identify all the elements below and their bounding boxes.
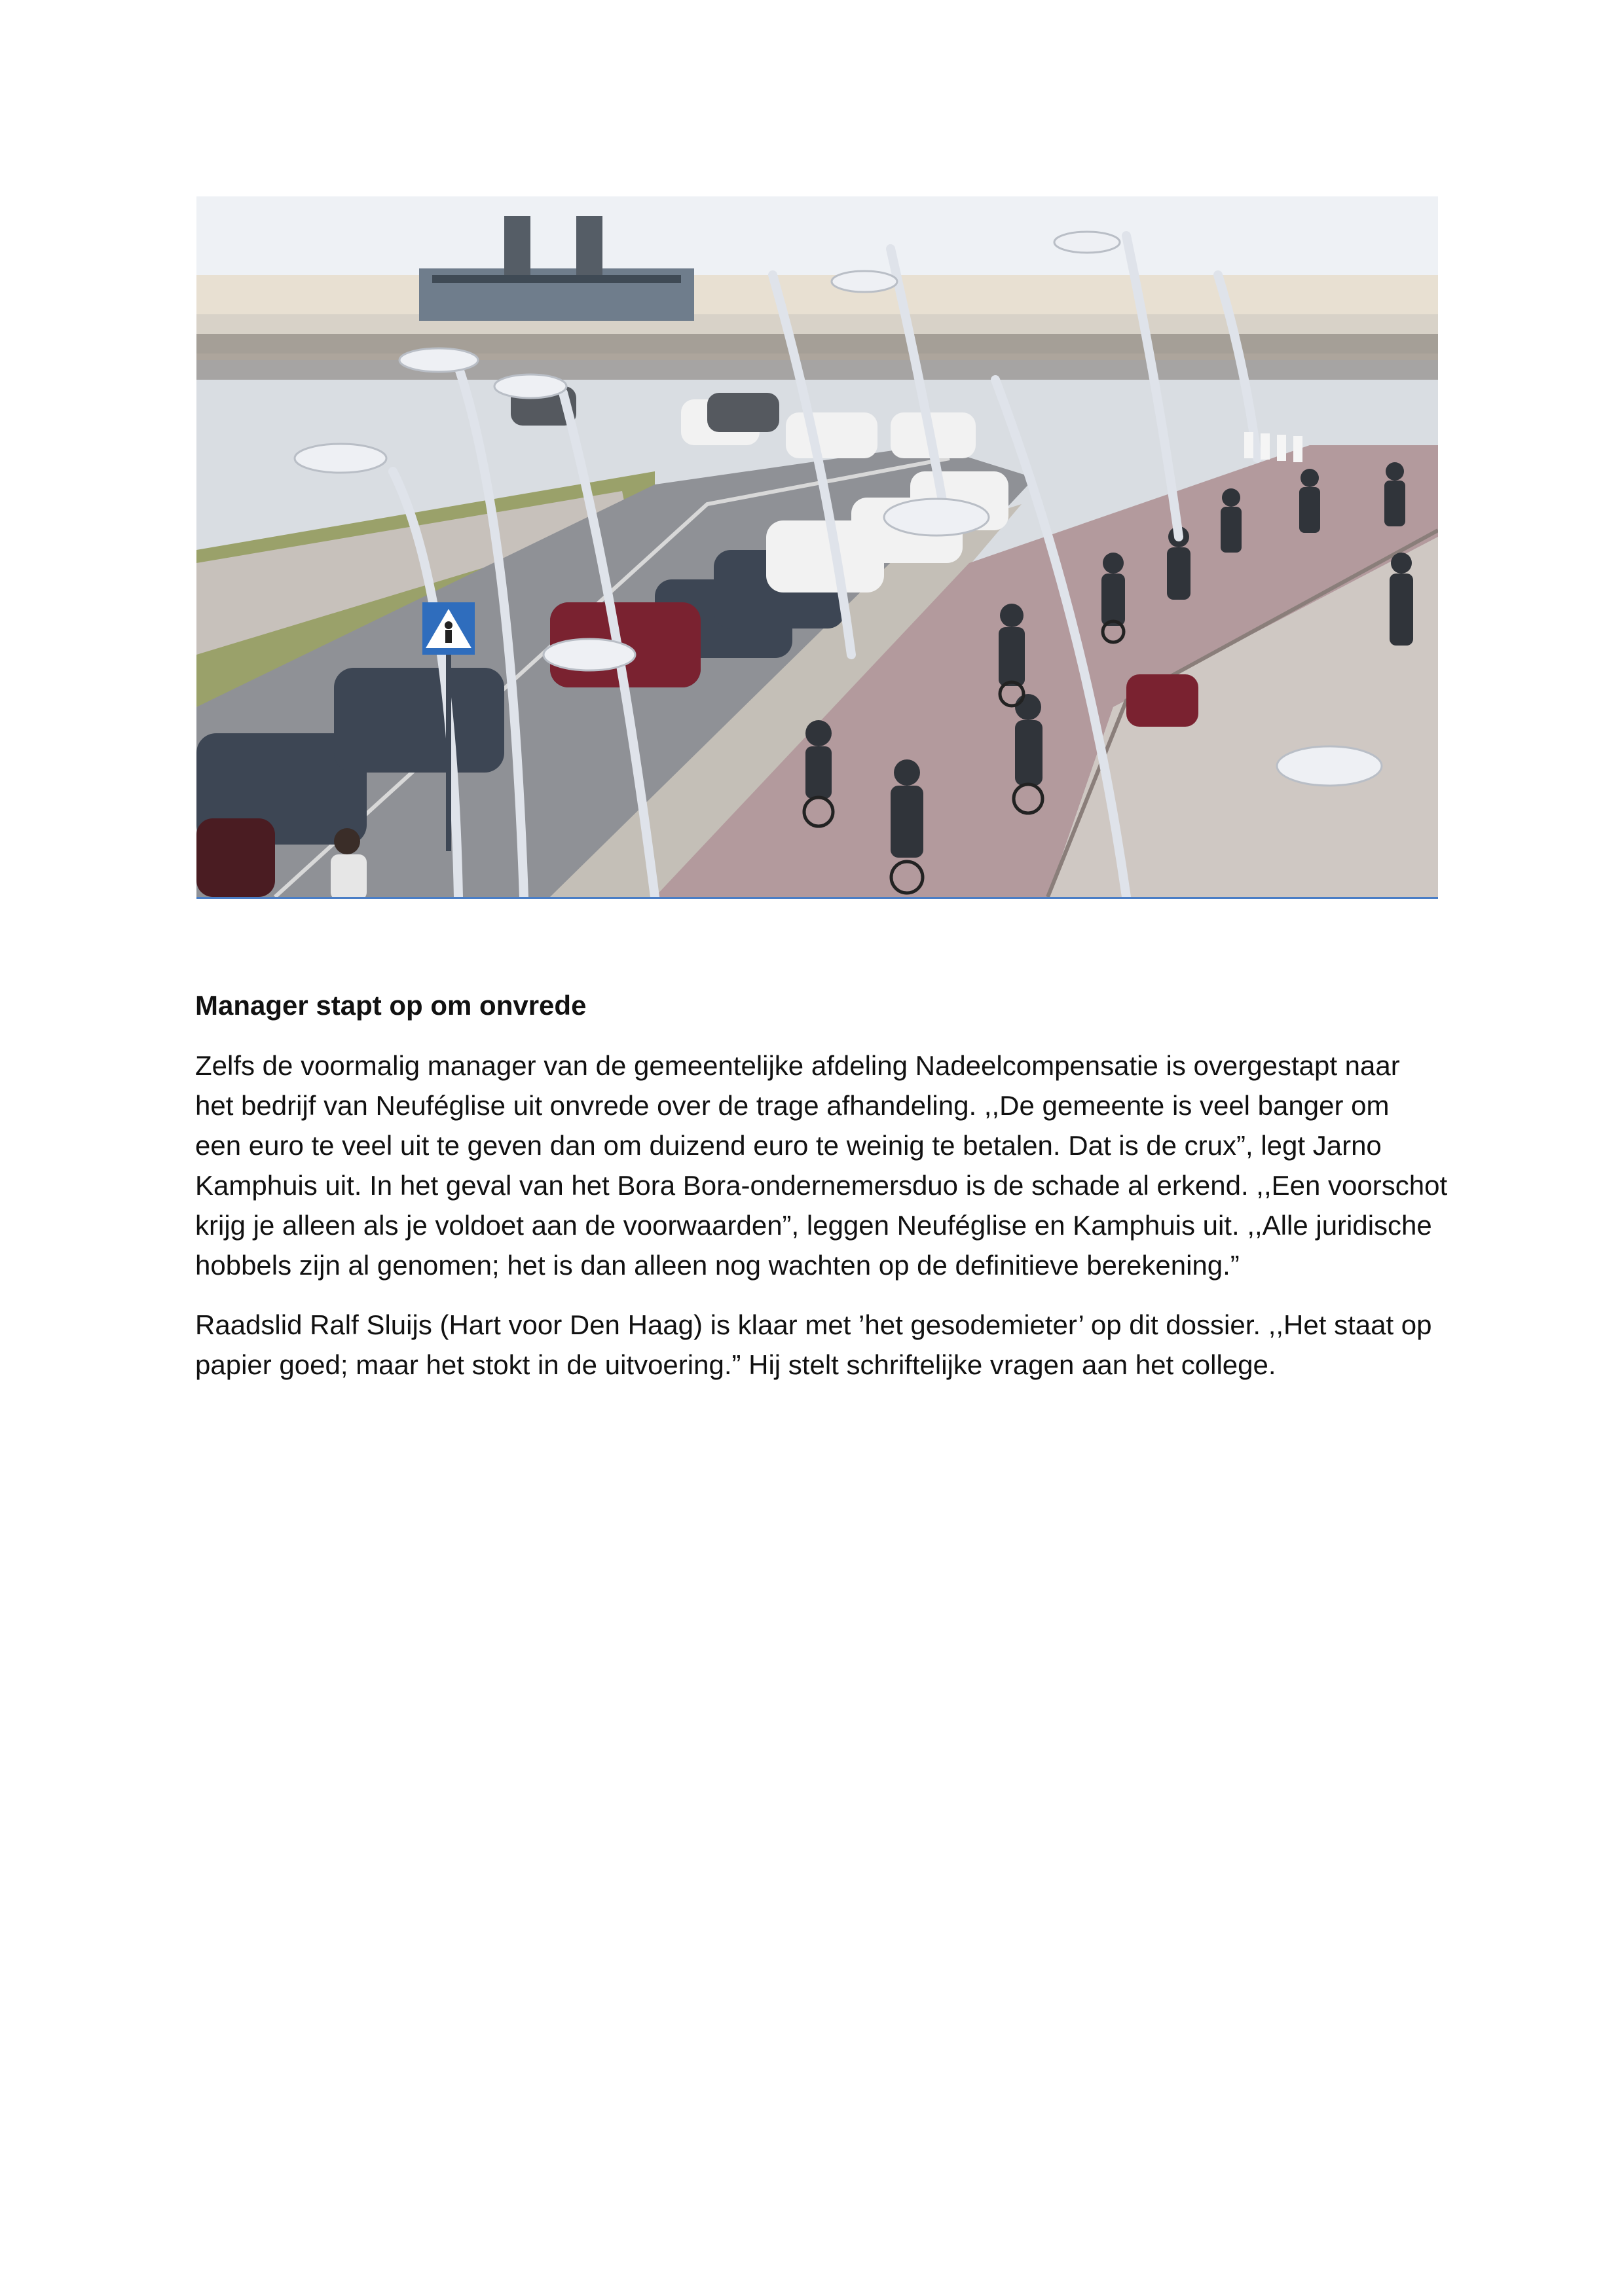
boulevard-photo (196, 196, 1438, 899)
boulevard-photo-illustration (196, 196, 1438, 897)
paragraph-line: krijg je alleen als je voldoet aan de voorwaarden”, leggen Neuféglise en Kamphuis uit. ,,Alle juridische (195, 1210, 1432, 1241)
article-paragraph-2 (195, 1305, 1439, 1385)
article-body (195, 985, 1448, 1404)
paragraph-line: Raadslid Ralf Sluijs (Hart voor Den Haag) is klaar met ’het gesodemieter’ op dit dossier. ,,Het staat op (195, 1309, 1432, 1340)
article-heading: Manager stapt op om onvrede (195, 990, 587, 1021)
article-paragraph-1 (195, 1046, 1448, 1285)
paragraph-line: Kamphuis uit. In het geval van het Bora Bora-ondernemersduo is de schade al erkend. ,,Een voorschot (195, 1170, 1448, 1201)
paragraph-line: een euro te veel uit te geven dan om duizend euro te weinig te betalen. Dat is de crux”, legt Jarno (195, 1130, 1382, 1161)
paragraph-line: hobbels zijn al genomen; het is dan alleen nog wachten op de definitieve berekening.” (195, 1250, 1240, 1281)
paragraph-line: papier goed; maar het stokt in de uitvoering.” Hij stelt schriftelijke vragen aan het college. (195, 1349, 1276, 1380)
paragraph-line: Zelfs de voormalig manager van de gemeentelijke afdeling Nadeelcompensatie is overgestapt naar (195, 1050, 1400, 1081)
paragraph-line: het bedrijf van Neuféglise uit onvrede over de trage afhandeling. ,,De gemeente is veel banger om (195, 1090, 1390, 1121)
